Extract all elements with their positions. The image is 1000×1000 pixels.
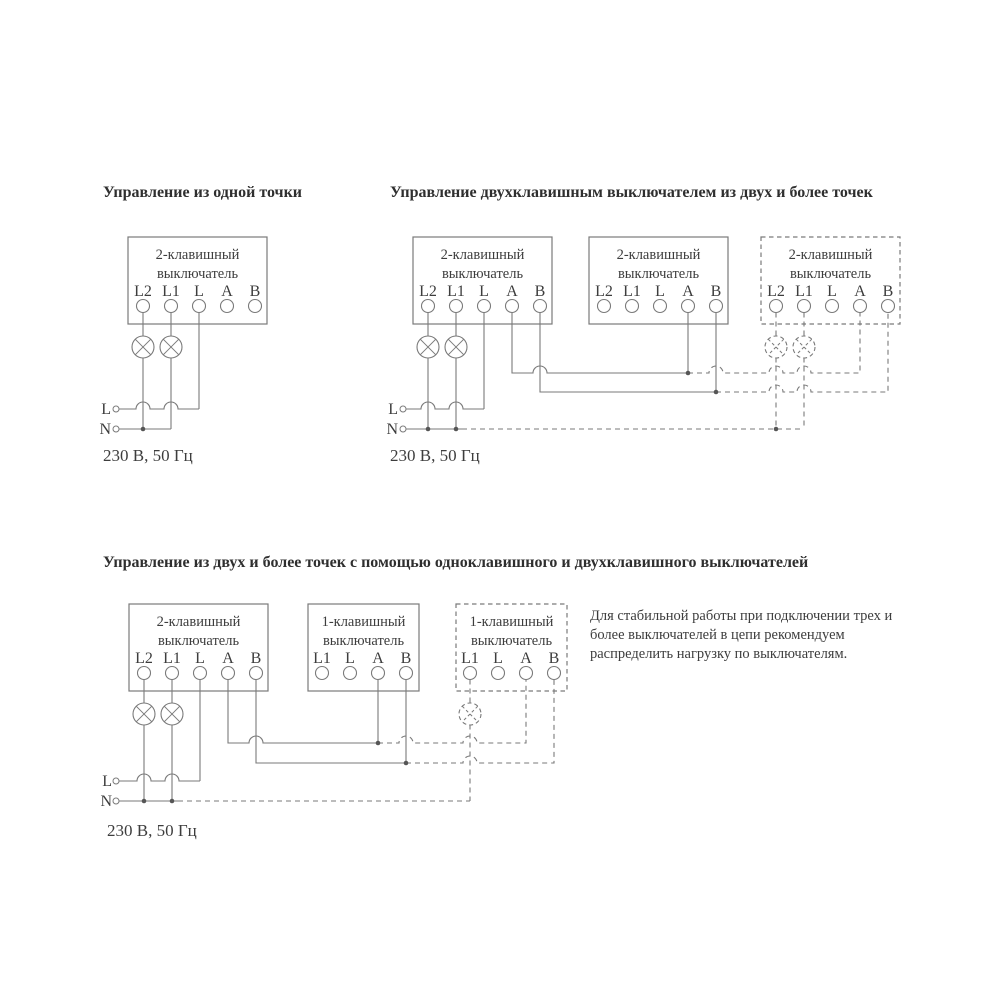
switch-name-line1: 1-клавишный (321, 614, 406, 630)
terminal-circle (249, 300, 262, 313)
terminal-circle (520, 667, 533, 680)
terminal-label-l1: L1 (313, 650, 331, 667)
wire-b-bus-dashed (406, 680, 554, 764)
junction-dot (142, 799, 147, 804)
terminal-circle (137, 300, 150, 313)
junction-dot (376, 741, 381, 746)
section-title-double-switch: Управление двухклавишным выключателем из двух и более точек (390, 184, 873, 201)
switch-name-line1: 1-клавишный (469, 614, 554, 630)
terminal-circle (221, 300, 234, 313)
terminal-label-b: B (710, 283, 722, 300)
terminal-label-l: L (479, 283, 489, 300)
lamp-icon-dashed (793, 336, 815, 358)
phase-line (406, 402, 484, 409)
terminal-circle (854, 300, 867, 313)
terminal-label-a: A (854, 283, 866, 300)
terminal-label-b: B (882, 283, 894, 300)
switch-name-line1: 2-клавишный (440, 247, 525, 263)
junction-dot (454, 427, 459, 432)
junction-dot (141, 427, 146, 432)
terminal-label-l: L (194, 283, 204, 300)
load-distribution-note (590, 608, 892, 662)
phase-label: L (101, 401, 111, 418)
phase-source-terminal (400, 406, 406, 412)
terminal-label-l: L (195, 650, 205, 667)
terminal-label-l: L (827, 283, 837, 300)
terminal-circle (193, 300, 206, 313)
terminal-circle (710, 300, 723, 313)
switch-box-2key (413, 237, 552, 324)
lamp-icon-dashed (765, 336, 787, 358)
terminal-label-l2: L2 (135, 650, 153, 667)
switch-name-line1: 2-клавишный (155, 247, 240, 263)
terminal-circle (598, 300, 611, 313)
terminal-circle (826, 300, 839, 313)
junction-dot (170, 799, 175, 804)
terminal-label-l1: L1 (461, 650, 479, 667)
diagram-mixed-switches-multi-point (100, 604, 892, 840)
section-title-mixed-switches: Управление из двух и более точек с помощью одноклавишного и двухклавишного выключателей (103, 554, 809, 571)
terminal-circle (138, 667, 151, 680)
terminal-label-a: A (682, 283, 694, 300)
terminal-label-b: B (249, 283, 261, 300)
terminal-label-l1: L1 (623, 283, 641, 300)
terminal-label-l1: L1 (163, 650, 181, 667)
junction-dot (714, 390, 719, 395)
terminal-circle (250, 667, 263, 680)
lamp-icon (133, 703, 155, 725)
neutral-label: N (386, 421, 398, 438)
wire-b-bus-solid (256, 680, 406, 764)
phase-label: L (102, 773, 112, 790)
diagram-single-point (99, 237, 267, 465)
terminal-circle (422, 300, 435, 313)
neutral-label: N (99, 421, 111, 438)
note-line-3: распределить нагрузку по выключателям. (590, 646, 848, 662)
wire-a-bus-solid (228, 680, 378, 744)
power-rating: 230 В, 50 Гц (107, 821, 197, 840)
phase-source-terminal (113, 406, 119, 412)
junction-dot (404, 761, 409, 766)
lamp-icon (161, 703, 183, 725)
neutral-source-terminal (113, 426, 119, 432)
switch-box-2key (128, 237, 267, 324)
power-rating: 230 В, 50 Гц (390, 446, 480, 465)
lamp-icon-dashed (459, 703, 481, 725)
terminal-label-l: L (345, 650, 355, 667)
terminal-label-l2: L2 (419, 283, 437, 300)
switch-name-line2: выключатель (441, 266, 524, 282)
switch-name-line2: выключатель (156, 266, 239, 282)
terminal-circle (400, 667, 413, 680)
lamp-icon (132, 336, 154, 358)
switch-name-line2: выключатель (789, 266, 872, 282)
switch-name-line2: выключатель (157, 633, 240, 649)
terminal-label-b: B (548, 650, 560, 667)
note-line-2: более выключателей в цепи рекомендуем (590, 627, 845, 643)
lamp-icon (160, 336, 182, 358)
lamp-icon (417, 336, 439, 358)
section-title-single-point: Управление из одной точки (103, 184, 303, 201)
switch-box-1key (308, 604, 419, 691)
terminal-label-b: B (400, 650, 412, 667)
switch-name-line2: выключатель (470, 633, 553, 649)
terminal-circle (450, 300, 463, 313)
terminal-circle (506, 300, 519, 313)
phase-line (119, 402, 199, 409)
terminal-label-l1: L1 (162, 283, 180, 300)
phase-source-terminal (113, 778, 119, 784)
wire-a-bus-solid (512, 313, 688, 374)
wire-a-bus-dashed (378, 680, 526, 744)
switch-box-2key-optional (761, 237, 900, 324)
terminal-circle (654, 300, 667, 313)
terminal-circle (682, 300, 695, 313)
switch-name-line1: 2-клавишный (616, 247, 701, 263)
switch-box-1key-optional (456, 604, 567, 691)
lamp-icon (445, 336, 467, 358)
terminal-label-l2: L2 (767, 283, 785, 300)
note-line-1: Для стабильной работы при подключении трех и (590, 608, 893, 624)
diagram-double-switch-multi-point (386, 237, 900, 465)
terminal-circle (165, 300, 178, 313)
terminal-circle (548, 667, 561, 680)
switch-name-line1: 2-клавишный (156, 614, 241, 630)
terminal-label-b: B (250, 650, 262, 667)
neutral-source-terminal (113, 798, 119, 804)
terminal-label-a: A (221, 283, 233, 300)
terminal-circle (222, 667, 235, 680)
switch-box-2key (589, 237, 728, 324)
terminal-label-a: A (520, 650, 532, 667)
terminal-label-l2: L2 (595, 283, 613, 300)
terminal-circle (194, 667, 207, 680)
terminal-label-a: A (222, 650, 234, 667)
switch-box-2key (129, 604, 268, 691)
junction-dot (774, 427, 779, 432)
terminal-circle (626, 300, 639, 313)
terminal-label-l: L (655, 283, 665, 300)
terminal-circle (798, 300, 811, 313)
phase-label: L (388, 401, 398, 418)
terminal-label-l: L (493, 650, 503, 667)
terminal-circle (166, 667, 179, 680)
terminal-circle (478, 300, 491, 313)
terminal-circle (770, 300, 783, 313)
terminal-circle (882, 300, 895, 313)
switch-name-line2: выключатель (322, 633, 405, 649)
terminal-label-a: A (506, 283, 518, 300)
terminal-circle (464, 667, 477, 680)
terminal-label-l2: L2 (134, 283, 152, 300)
neutral-label: N (100, 793, 112, 810)
switch-name-line1: 2-клавишный (788, 247, 873, 263)
phase-line (119, 774, 200, 781)
terminal-label-l1: L1 (447, 283, 465, 300)
power-rating: 230 В, 50 Гц (103, 446, 193, 465)
terminal-label-l1: L1 (795, 283, 813, 300)
terminal-circle (344, 667, 357, 680)
junction-dot (426, 427, 431, 432)
junction-dot (686, 371, 691, 376)
neutral-source-terminal (400, 426, 406, 432)
terminal-circle (492, 667, 505, 680)
terminal-circle (316, 667, 329, 680)
terminal-label-b: B (534, 283, 546, 300)
terminal-circle (534, 300, 547, 313)
switch-name-line2: выключатель (617, 266, 700, 282)
terminal-circle (372, 667, 385, 680)
terminal-label-a: A (372, 650, 384, 667)
